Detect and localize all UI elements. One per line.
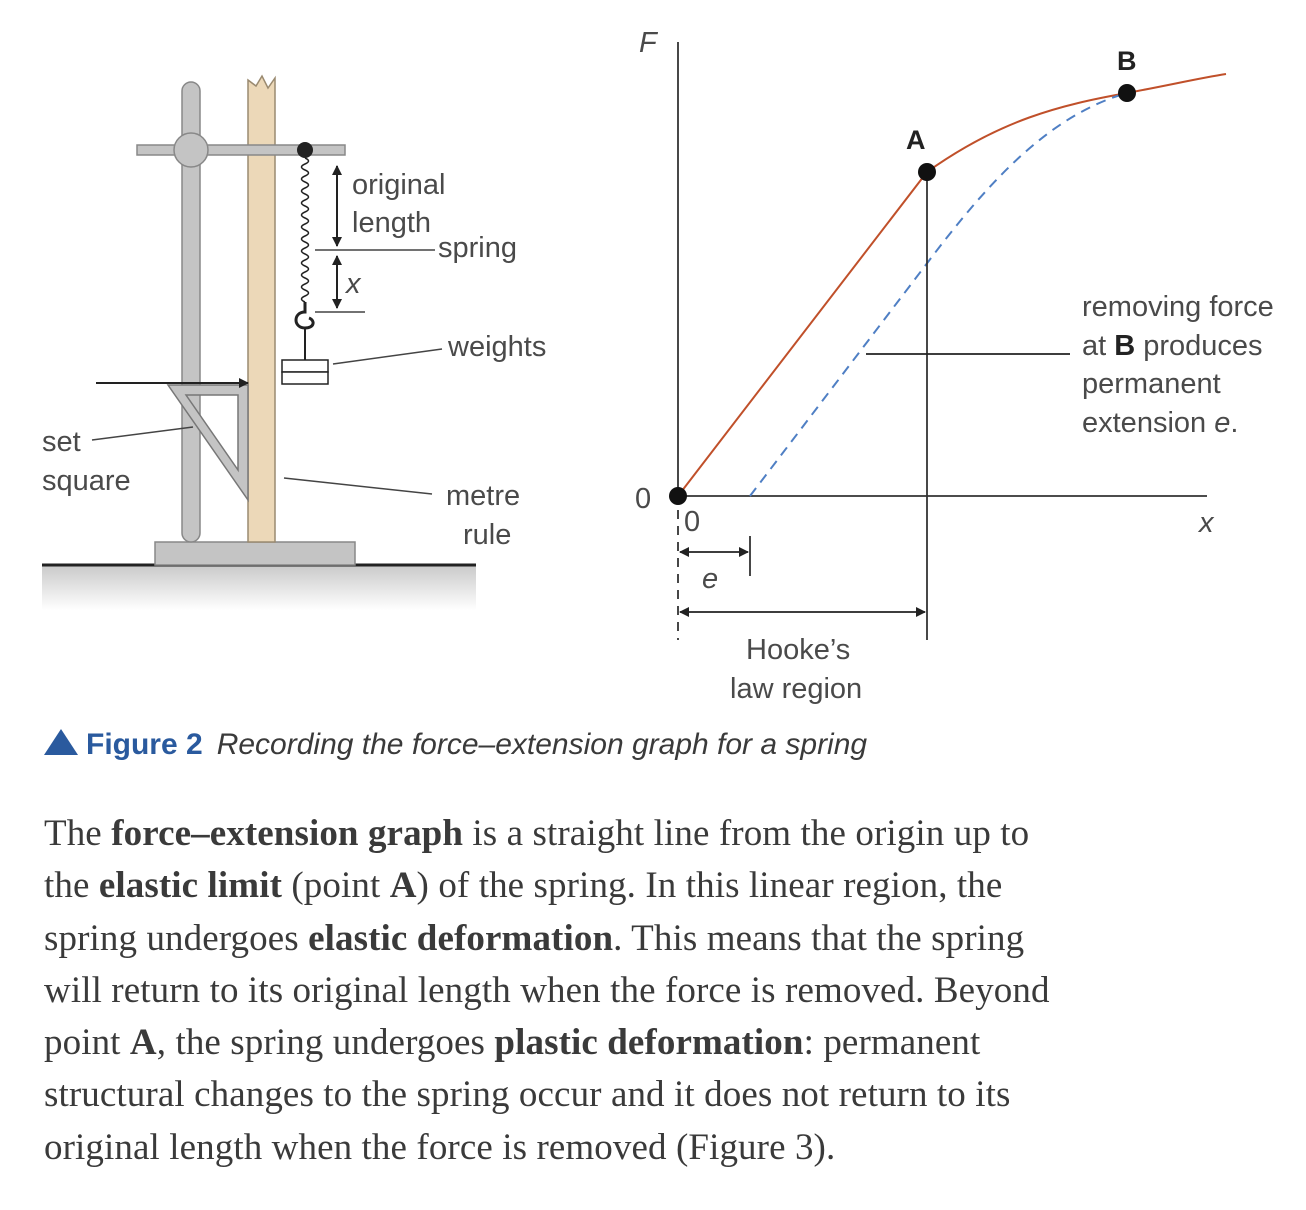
- point-a-label: A: [906, 125, 926, 155]
- clamp-bar: [137, 145, 345, 155]
- label-weights: weights: [448, 331, 547, 363]
- svg-text:square: square: [42, 465, 131, 497]
- svg-text:at B produces: at B produces: [1082, 330, 1263, 362]
- svg-text:length: length: [352, 207, 432, 239]
- unloading-dashed-curve: [750, 93, 1127, 496]
- svg-text:rule: rule: [463, 519, 512, 551]
- triangle-icon: [44, 729, 78, 755]
- figure-title: Recording the force–extension graph for a spring: [216, 728, 868, 761]
- label-original-length: original: [352, 169, 446, 201]
- origin-label-x: 0: [684, 506, 701, 538]
- annotation-text: removing force: [1082, 291, 1274, 323]
- weights-stack: [282, 360, 328, 384]
- point-b-label: B: [1117, 46, 1137, 76]
- e-label: e: [702, 563, 719, 595]
- x-axis-label: x: [1199, 507, 1214, 539]
- floor: [42, 565, 476, 610]
- label-metre-rule: metre: [446, 480, 521, 512]
- svg-text:law region: law region: [730, 673, 863, 705]
- spring-pivot: [297, 142, 313, 158]
- label-spring: spring: [438, 232, 517, 264]
- force-extension-graph: [635, 27, 1274, 705]
- apparatus: [42, 76, 546, 610]
- label-set-square: set: [42, 426, 81, 458]
- y-axis-label: F: [639, 27, 657, 59]
- point-b: [1118, 84, 1136, 102]
- origin-label-y: 0: [635, 483, 652, 515]
- point-origin: [669, 487, 687, 505]
- figure-label: Figure 2: [86, 728, 203, 761]
- clamp-boss: [174, 133, 208, 167]
- svg-text:extension e.: extension e.: [1082, 407, 1239, 439]
- label-x: x: [346, 268, 361, 300]
- svg-text:permanent: permanent: [1082, 368, 1221, 400]
- spring-hook: [296, 302, 313, 328]
- stand-base: [155, 542, 355, 565]
- spring-coil: [302, 158, 309, 302]
- body-paragraph: The force–extension graph is a straight line from the origin up to the elastic limit (point A) of the spring. In this linear region, the spring undergoes elastic deformation. This means that the spring will return to its original length when the force is removed. Beyond point A, the spring undergoes plastic deformation: permanent structural changes to the spring occur and it does not return to its original length when the force is removed (Figure 3).: [44, 813, 1050, 1168]
- point-a: [918, 163, 936, 181]
- set-square: [168, 385, 248, 500]
- hooke-label: Hooke’s: [746, 634, 851, 666]
- figure-caption: [44, 728, 867, 762]
